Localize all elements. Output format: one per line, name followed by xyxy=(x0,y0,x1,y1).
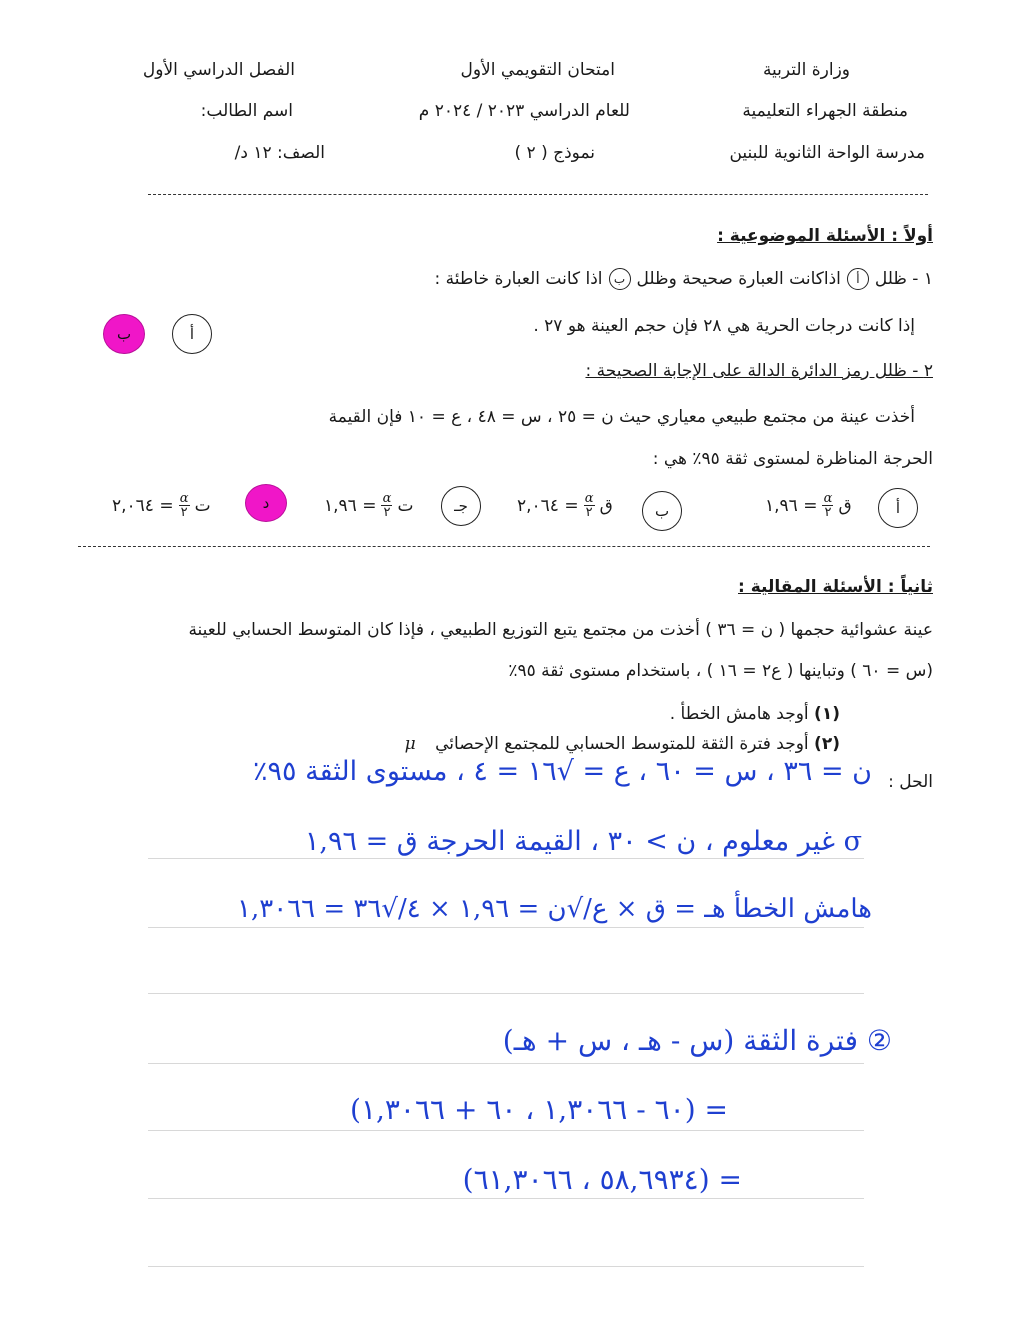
handwritten-line3: هامش الخطأ هـ = ق × ع/√ن = ١,٩٦ × ٤/√٣٦ = ١,٣٠٦٦ xyxy=(237,894,872,924)
q1-option-b-selected[interactable]: ب xyxy=(103,314,145,354)
option-a-value: = ١,٩٦ xyxy=(765,495,818,516)
region: منطقة الجهراء التعليمية xyxy=(742,101,908,121)
item1-number: (١) xyxy=(814,704,840,724)
ruled-line xyxy=(148,858,864,859)
option-d-frac: $\frac{\alpha}{٢}$ xyxy=(179,491,189,520)
semester: الفصل الدراسي الأول xyxy=(142,60,295,80)
option-a-symbol: ق xyxy=(838,495,852,516)
ruled-line xyxy=(148,1198,864,1199)
divider xyxy=(148,194,928,195)
student-name-label: اسم الطالب: xyxy=(200,101,293,121)
item2-number: (٢) xyxy=(814,734,840,754)
handwritten-line6: = (٥٨,٦٩٣٤ ، ٦١,٣٠٦٦) xyxy=(462,1163,742,1196)
item2-text: أوجد فترة الثقة للمتوسط الحسابي للمجتمع الإحصائي xyxy=(435,734,809,754)
q2-option-c[interactable]: جـ xyxy=(441,486,481,526)
ruled-line xyxy=(148,1266,864,1267)
q2-option-b-expr xyxy=(517,492,613,519)
q1-option-a[interactable]: أ xyxy=(172,314,212,354)
option-d-value: = ٢,٠٦٤ xyxy=(112,495,174,516)
s2-line1: عينة عشوائية حجمها ( ن = ٣٦ ) أخذت من مجتمع يتبع التوزيع الطبيعي ، فإذا كان المتوسط الحسابي للعينة xyxy=(188,620,933,640)
handwritten-line4: ② فترة الثقة (س - هـ ، س + هـ) xyxy=(502,1024,892,1057)
option-b-symbol: ق xyxy=(599,495,613,516)
q1-instruction xyxy=(434,268,933,290)
ruled-line xyxy=(148,993,864,994)
option-b-frac: $\frac{\alpha}{٢}$ xyxy=(584,491,594,520)
handwritten-line2: σ غير معلوم ، ن > ٣٠ ، القيمة الحرجة ق = ١,٩٦ xyxy=(304,826,862,857)
q1-end: اذا كانت العبارة خاطئة : xyxy=(434,269,603,289)
ministry: وزارة التربية xyxy=(762,60,850,80)
solution-label: الحل : xyxy=(888,772,933,792)
option-a-frac: $\frac{\alpha}{٢}$ xyxy=(823,491,833,520)
section1-title: أولاً : الأسئلة الموضوعية : xyxy=(717,226,933,246)
q1-mid: اذاكانت العبارة صحيحة وظلل xyxy=(636,269,841,289)
option-c-frac: $\frac{\alpha}{٢}$ xyxy=(382,491,392,520)
section2-title: ثانياً : الأسئلة المقالية : xyxy=(738,577,933,597)
class-label: الصف: ١٢ د/ xyxy=(234,143,325,163)
s2-item1 xyxy=(670,704,840,724)
false-symbol-circle: ب xyxy=(609,268,631,290)
school: مدرسة الواحة الثانوية للبنين xyxy=(729,143,925,163)
option-d-symbol: ت xyxy=(194,495,211,516)
s2-item2 xyxy=(405,734,840,754)
q2-option-b[interactable]: ب xyxy=(642,491,682,531)
q2-instruction: ٢ - ظلل رمز الدائرة الدالة على الإجابة الصحيحة : xyxy=(585,361,933,381)
option-c-symbol: ت xyxy=(397,495,414,516)
q2-line2: الحرجة المناظرة لمستوى ثقة ٩٥٪ هي : xyxy=(652,449,933,469)
q2-option-d-expr xyxy=(112,492,211,519)
option-b-value: = ٢,٠٦٤ xyxy=(517,495,579,516)
option-c-value: = ١,٩٦ xyxy=(324,495,377,516)
q2-option-a-expr xyxy=(765,492,852,519)
academic-year: للعام الدراسي ٢٠٢٣ / ٢٠٢٤ م xyxy=(418,101,630,121)
item1-text: أوجد هامش الخطأ . xyxy=(669,704,809,724)
s2-line2: (س = ٦٠ ) وتباينها ( ع٢ = ١٦ ) ، باستخدام مستوى ثقة ٩٥٪ xyxy=(508,661,933,681)
exam-title: امتحان التقويمي الأول xyxy=(460,60,615,80)
ruled-line xyxy=(148,1063,864,1064)
q1-statement: إذا كانت درجات الحرية هي ٢٨ فإن حجم العينة هو ٢٧ . xyxy=(533,316,915,336)
mu-symbol: μ xyxy=(404,734,416,754)
true-symbol-circle: أ xyxy=(847,268,869,290)
q1-prefix: ١ - ظلل xyxy=(874,269,933,289)
q2-option-c-expr xyxy=(324,492,413,519)
ruled-line xyxy=(148,927,864,928)
divider-2 xyxy=(78,546,930,547)
q2-line1: أخذت عينة من مجتمع طبيعي معياري حيث ن = ٢٥ ، س = ٤٨ ، ع = ١٠ فإن القيمة xyxy=(328,407,915,427)
q2-option-d-selected[interactable]: د xyxy=(245,484,287,522)
handwritten-line5: = (٦٠ - ١,٣٠٦٦ ، ٦٠ + ١,٣٠٦٦) xyxy=(350,1093,728,1126)
q2-option-a[interactable]: أ xyxy=(878,488,918,528)
ruled-line xyxy=(148,1130,864,1131)
handwritten-line1: ن = ٣٦ ، س = ٦٠ ، ع = √١٦ = ٤ ، مستوى الثقة ٩٥٪ xyxy=(253,756,872,787)
model: نموذج ( ٢ ) xyxy=(514,143,595,163)
